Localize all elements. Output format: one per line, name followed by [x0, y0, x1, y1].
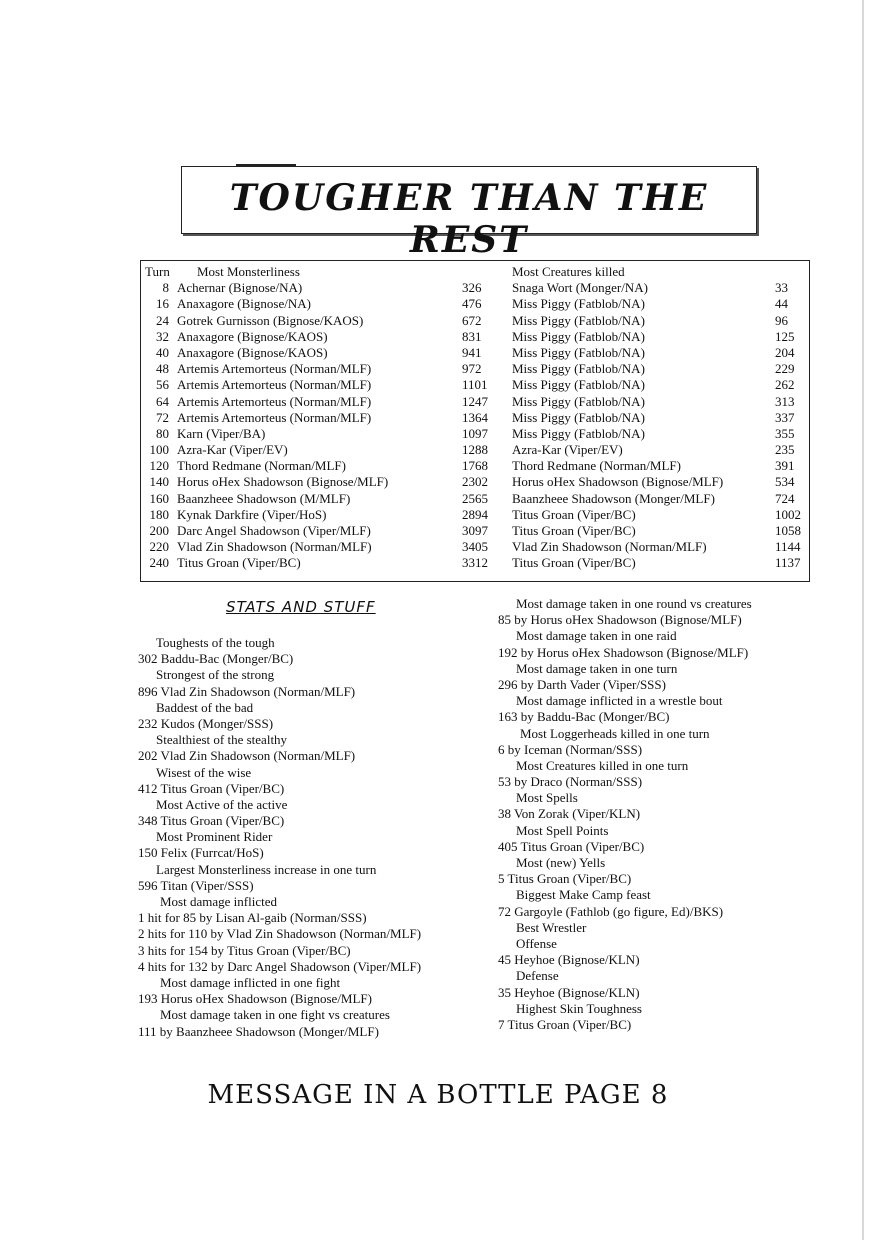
turn-number: 32 [156, 328, 169, 344]
table-row [145, 345, 505, 361]
stat-category: Strongest of the strong [156, 667, 275, 683]
stat-entry: 896 Vlad Zin Shadowson (Norman/MLF) [138, 683, 356, 699]
monsterliness-value: 3405 [462, 539, 488, 555]
creatures-killed-name: Azra-Kar (Viper/EV) [512, 442, 623, 458]
table-row [512, 426, 804, 442]
table-row [512, 507, 804, 523]
turn-number: 64 [156, 393, 169, 409]
turn-number: 80 [156, 425, 169, 441]
monsterliness-value: 972 [462, 361, 482, 377]
turn-number: 120 [149, 458, 169, 474]
creatures-killed-name: Miss Piggy (Fatblob/NA) [512, 409, 645, 425]
creatures-killed-value: 1002 [775, 506, 801, 522]
monsterliness-name: Azra-Kar (Viper/EV) [177, 442, 288, 458]
creatures-killed-name: Miss Piggy (Fatblob/NA) [512, 377, 645, 393]
stat-entry: 202 Vlad Zin Shadowson (Norman/MLF) [138, 748, 356, 764]
turn-number: 48 [156, 361, 169, 377]
creatures-killed-name: Miss Piggy (Fatblob/NA) [512, 328, 645, 344]
turn-number: 240 [149, 555, 169, 571]
table-row [512, 410, 804, 426]
table-row [512, 394, 804, 410]
table-row [512, 555, 804, 571]
table-row [512, 539, 804, 555]
stats-right-column [498, 596, 798, 1033]
monsterliness-value: 2302 [462, 474, 488, 490]
stat-category: Largest Monsterliness increase in one turn [156, 861, 377, 877]
stat-entry: 296 by Darth Vader (Viper/SSS) [498, 676, 666, 692]
table-row [145, 394, 505, 410]
table-row [145, 426, 505, 442]
stat-entry: 302 Baddu-Bac (Monger/BC) [138, 651, 294, 667]
stat-category: Highest Skin Toughness [516, 1000, 642, 1016]
creatures-killed-value: 262 [775, 377, 795, 393]
monsterliness-header: Most Monsterliness [197, 264, 300, 279]
monsterliness-name: Anaxagore (Bignose/KAOS) [177, 344, 328, 360]
creatures-killed-value: 1137 [775, 555, 801, 571]
creatures-killed-value: 391 [775, 458, 795, 474]
stat-category: Offense [516, 935, 557, 951]
stat-category: Baddest of the bad [156, 699, 254, 715]
creatures-killed-name: Horus oHex Shadowson (Bignose/MLF) [512, 474, 724, 490]
creatures-killed-value: 44 [775, 296, 788, 312]
stat-entry: 405 Titus Groan (Viper/BC) [498, 838, 645, 854]
table-header-row [512, 264, 804, 280]
page-edge [862, 0, 864, 1240]
stat-entry: 163 by Baddu-Bac (Monger/BC) [498, 709, 670, 725]
stat-entry: 7 Titus Groan (Viper/BC) [498, 1016, 632, 1032]
stat-entry: 1 hit for 85 by Lisan Al-gaib (Norman/SSS) [138, 910, 367, 926]
stat-category: Stealthiest of the stealthy [156, 732, 288, 748]
creatures-killed-value: 724 [775, 490, 795, 506]
creatures-killed-name: Titus Groan (Viper/BC) [512, 506, 636, 522]
stat-category: Most (new) Yells [516, 855, 606, 870]
stat-category: Most Spell Points [516, 822, 609, 838]
stat-entry: 596 Titan (Viper/SSS) [138, 877, 254, 893]
stat-entry: 72 Gargoyle (Fathlob (go figure, Ed)/BKS) [498, 903, 724, 919]
table-row [512, 491, 804, 507]
stat-category: Most damage inflicted [160, 894, 277, 909]
stat-category: Wisest of the wise [156, 764, 252, 780]
monsterliness-value: 672 [462, 312, 482, 328]
stat-entry: 38 Von Zorak (Viper/KLN) [498, 806, 641, 822]
monsterliness-name: Vlad Zin Shadowson (Norman/MLF) [177, 539, 372, 555]
stat-entry: 111 by Baanzheee Shadowson (Monger/MLF) [138, 1023, 379, 1039]
creatures-killed-value: 33 [775, 280, 788, 296]
monsterliness-name: Thord Redmane (Norman/MLF) [177, 458, 346, 474]
stat-entry: 85 by Horus oHex Shadowson (Bignose/MLF) [498, 612, 742, 628]
stat-entry: 3 hits for 154 by Titus Groan (Viper/BC) [138, 942, 351, 958]
turn-number: 56 [156, 377, 169, 393]
monsterliness-name: Gotrek Gurnisson (Bignose/KAOS) [177, 312, 364, 328]
table-row [145, 491, 505, 507]
creatures-killed-name: Miss Piggy (Fatblob/NA) [512, 296, 645, 312]
turn-number: 160 [149, 490, 169, 506]
stat-category: Most Spells [516, 790, 578, 806]
monsterliness-name: Kynak Darkfire (Viper/HoS) [177, 506, 327, 522]
stat-entry: 348 Titus Groan (Viper/BC) [138, 813, 285, 829]
monsterliness-name: Anaxagore (Bignose/KAOS) [177, 328, 328, 344]
stat-category: Biggest Make Camp feast [516, 887, 651, 903]
creatures-killed-header: Most Creatures killed [512, 264, 625, 279]
table-row [512, 280, 804, 296]
monsterliness-value: 941 [462, 344, 482, 360]
monsterliness-name: Artemis Artemorteus (Norman/MLF) [177, 393, 372, 409]
most-monsterliness-column [145, 264, 505, 572]
table-row [145, 280, 505, 296]
stat-category: Most damage taken in one turn [516, 660, 678, 676]
creatures-killed-name: Miss Piggy (Fatblob/NA) [512, 344, 645, 360]
table-row [512, 345, 804, 361]
title-box [181, 166, 757, 261]
monsterliness-name: Artemis Artemorteus (Norman/MLF) [177, 361, 372, 377]
turn-number: 140 [149, 474, 169, 490]
creatures-killed-name: Vlad Zin Shadowson (Norman/MLF) [512, 539, 707, 555]
stats-left-column [138, 635, 478, 1040]
stat-category: Toughests of the tough [156, 635, 275, 650]
creatures-killed-value: 96 [775, 312, 788, 328]
stat-category: Most Prominent Rider [156, 829, 273, 845]
table-row [145, 555, 505, 571]
stat-entry: 232 Kudos (Monger/SSS) [138, 715, 274, 731]
table-row [145, 361, 505, 377]
turn-number: 100 [149, 442, 169, 458]
page-footer: MESSAGE IN A BOTTLE PAGE 8 [207, 1080, 669, 1110]
monsterliness-value: 476 [462, 296, 482, 312]
creatures-killed-name: Thord Redmane (Norman/MLF) [512, 458, 681, 474]
turn-number: 220 [149, 539, 169, 555]
creatures-killed-name: Baanzheee Shadowson (Monger/MLF) [512, 490, 715, 506]
stat-entry: 45 Heyhoe (Bignose/KLN) [498, 952, 640, 968]
table-row [512, 361, 804, 377]
table-row [145, 442, 505, 458]
monsterliness-name: Titus Groan (Viper/BC) [177, 555, 301, 571]
stat-category: Most damage inflicted in one fight [160, 974, 341, 990]
page-title: TOUGHER THAN THE REST [229, 177, 709, 261]
creatures-killed-name: Miss Piggy (Fatblob/NA) [512, 425, 645, 441]
creatures-killed-name: Snaga Wort (Monger/NA) [512, 280, 648, 296]
table-header-row [145, 264, 505, 280]
creatures-killed-name: Titus Groan (Viper/BC) [512, 555, 636, 571]
turn-number: 8 [162, 280, 169, 296]
monsterliness-value: 2894 [462, 506, 488, 522]
creatures-killed-value: 337 [775, 409, 795, 425]
monsterliness-name: Artemis Artemorteus (Norman/MLF) [177, 409, 372, 425]
stat-entry: 35 Heyhoe (Bignose/KLN) [498, 984, 640, 1000]
monsterliness-name: Artemis Artemorteus (Norman/MLF) [177, 377, 372, 393]
stat-entry: 2 hits for 110 by Vlad Zin Shadowson (Norman/MLF) [138, 926, 422, 942]
monsterliness-name: Darc Angel Shadowson (Viper/MLF) [177, 523, 371, 538]
creatures-killed-value: 1058 [775, 523, 801, 538]
turn-number: 24 [156, 312, 169, 328]
creatures-killed-name: Miss Piggy (Fatblob/NA) [512, 361, 645, 377]
monsterliness-value: 1101 [462, 377, 488, 393]
turn-number: 72 [156, 409, 169, 425]
turn-number: 200 [149, 523, 169, 538]
stat-entry: 150 Felix (Furrcat/HoS) [138, 845, 264, 861]
stat-category: Best Wrestler [516, 919, 587, 935]
monsterliness-value: 1364 [462, 409, 488, 425]
creatures-killed-value: 229 [775, 361, 795, 377]
creatures-killed-value: 125 [775, 328, 795, 344]
monsterliness-value: 3097 [462, 523, 488, 538]
stat-category: Most Loggerheads killed in one turn [520, 725, 710, 741]
monsterliness-name: Horus oHex Shadowson (Bignose/MLF) [177, 474, 389, 490]
stat-entry: 6 by Iceman (Norman/SSS) [498, 741, 643, 757]
table-row [512, 523, 804, 539]
monsterliness-value: 1247 [462, 393, 488, 409]
monsterliness-value: 2565 [462, 490, 488, 506]
stat-category: Most Active of the active [156, 796, 288, 812]
table-row [145, 474, 505, 490]
monsterliness-value: 326 [462, 280, 482, 296]
creatures-killed-value: 204 [775, 344, 795, 360]
table-row [145, 377, 505, 393]
turn-header: Turn [145, 264, 170, 279]
monsterliness-value: 3312 [462, 555, 488, 571]
stat-entry: 53 by Draco (Norman/SSS) [498, 774, 643, 790]
stat-entry: 192 by Horus oHex Shadowson (Bignose/MLF) [498, 644, 749, 660]
table-row [145, 458, 505, 474]
monsterliness-value: 1097 [462, 425, 488, 441]
stat-category: Defense [516, 968, 559, 984]
creatures-killed-value: 534 [775, 474, 795, 490]
table-row [145, 507, 505, 523]
table-row [512, 313, 804, 329]
stat-entry: 412 Titus Groan (Viper/BC) [138, 780, 285, 796]
table-row [145, 523, 505, 539]
creatures-killed-value: 313 [775, 393, 795, 409]
turn-number: 16 [156, 296, 169, 312]
table-row [512, 329, 804, 345]
creatures-killed-name: Titus Groan (Viper/BC) [512, 523, 636, 538]
stat-category: Most damage taken in one round vs creatures [516, 596, 752, 611]
monsterliness-name: Anaxagore (Bignose/NA) [177, 296, 311, 312]
creatures-killed-value: 235 [775, 442, 795, 458]
monsterliness-name: Karn (Viper/BA) [177, 425, 266, 441]
stat-category: Most damage inflicted in a wrestle bout [516, 693, 723, 709]
stat-entry: 4 hits for 132 by Darc Angel Shadowson (Viper/MLF) [138, 958, 422, 974]
table-row [512, 377, 804, 393]
monsterliness-name: Achernar (Bignose/NA) [177, 280, 303, 296]
table-row [145, 296, 505, 312]
table-row [512, 458, 804, 474]
stats-section-title: STATS AND STUFF [226, 598, 376, 616]
turn-number: 180 [149, 506, 169, 522]
monsterliness-value: 1768 [462, 458, 488, 474]
stat-entry: 193 Horus oHex Shadowson (Bignose/MLF) [138, 991, 372, 1007]
stat-category: Most damage taken in one raid [516, 628, 677, 644]
table-row [145, 410, 505, 426]
stat-category: Most damage taken in one fight vs creatures [160, 1007, 390, 1023]
creatures-killed-name: Miss Piggy (Fatblob/NA) [512, 393, 645, 409]
creatures-killed-value: 1144 [775, 539, 801, 555]
most-creatures-killed-column [512, 264, 804, 572]
turn-number: 40 [156, 344, 169, 360]
monsterliness-value: 831 [462, 328, 482, 344]
monsterliness-value: 1288 [462, 442, 488, 458]
stat-entry: 5 Titus Groan (Viper/BC) [498, 871, 632, 887]
table-row [512, 474, 804, 490]
table-row [512, 296, 804, 312]
table-row [145, 329, 505, 345]
table-row [145, 539, 505, 555]
creatures-killed-name: Miss Piggy (Fatblob/NA) [512, 312, 645, 328]
creatures-killed-value: 355 [775, 425, 795, 441]
table-row [512, 442, 804, 458]
stat-category: Most Creatures killed in one turn [516, 757, 689, 773]
monsterliness-name: Baanzheee Shadowson (M/MLF) [177, 490, 351, 506]
table-row [145, 313, 505, 329]
